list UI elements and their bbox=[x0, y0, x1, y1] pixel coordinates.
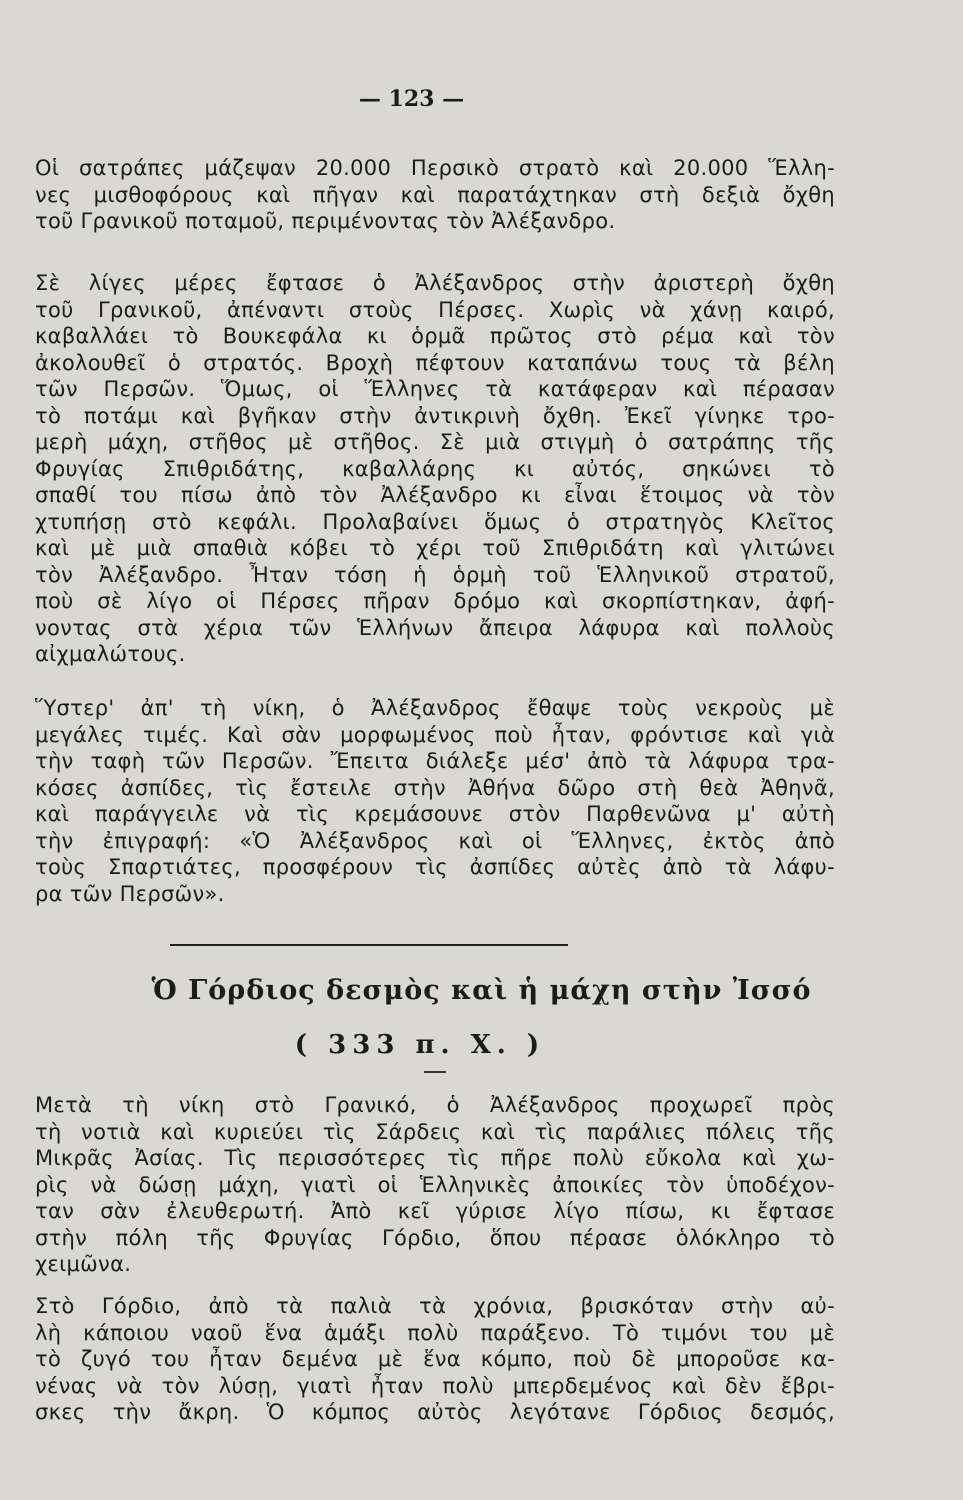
text-line: τῶν Περσῶν. Ὅμως, οἱ Ἕλληνες τὰ κατάφεραν καὶ πέρασαν bbox=[35, 377, 835, 401]
paragraph-gordian-knot bbox=[35, 1293, 835, 1426]
text-line: νένας νὰ τὸν λύσῃ, γιατὶ ἦταν πολὺ μπερδεμένος καὶ δὲν ἔβρι- bbox=[35, 1373, 835, 1398]
text-line: καβαλλάει τὸ Βουκεφάλα κι ὁρμᾶ πρῶτος στὸ ρέμα καὶ τὸν bbox=[35, 324, 835, 348]
text-line: ἀκολουθεῖ ὁ στρατός. Βροχὴ πέφτουν καταπάνω τους τὰ βέλη bbox=[35, 350, 835, 375]
text-line: σκες τὴν ἄκρη. Ὁ κόμπος αὐτὸς λεγότανε Γόρδιος δεσμός, bbox=[35, 1400, 835, 1424]
text-line: καὶ παράγγειλε νὰ τὶς κρεμάσουνε στὸν Παρθενῶνα μ' αὐτὴ bbox=[35, 802, 835, 826]
text-line: Μετὰ τὴ νίκη στὸ Γρανικό, ὁ Ἀλέξανδρος προχωρεῖ πρὸς bbox=[35, 1093, 835, 1117]
section-divider bbox=[170, 944, 568, 946]
text-line: τὴ νοτιὰ καὶ κυριεύει τὶς Σάρδεις καὶ τὶς παράλιες πόλεις τῆς bbox=[35, 1119, 835, 1144]
paragraph-after-granicus bbox=[35, 1092, 835, 1278]
text-line: χειμῶνα. bbox=[35, 1252, 132, 1276]
text-line: σπαθί του πίσω ἀπὸ τὸν Ἀλέξανδρο κι εἶναι ἕτοιμος νὰ τὸν bbox=[35, 483, 835, 507]
section-date: ( 333 π. Χ. ) bbox=[294, 1030, 546, 1060]
text-line: καὶ μὲ μιὰ σπαθιὰ κόβει τὸ χέρι τοῦ Σπιθριδάτη καὶ γλιτώνει bbox=[35, 536, 835, 560]
text-line: νες μισθοφόρους καὶ πῆγαν καὶ παρατάχτηκαν στὴ δεξιὰ ὄχθη bbox=[35, 182, 835, 207]
text-line: Στὸ Γόρδιο, ἀπὸ τὰ παλιὰ τὰ χρόνια, βρισκόταν στὴν αὐ- bbox=[35, 1294, 835, 1318]
text-line: ταν σὰν ἐλευθερωτή. Ἀπὸ κεῖ γύρισε λίγο πίσω, κι ἔφτασε bbox=[35, 1199, 835, 1223]
text-line: τὸν Ἀλέξανδρο. Ἦταν τόση ἡ ὁρμὴ τοῦ Ἑλληνικοῦ στρατοῦ, bbox=[35, 562, 835, 587]
heading-divider bbox=[424, 1071, 446, 1073]
page-number: — 123 — bbox=[358, 86, 465, 112]
text-line: τὸ ποτάμι καὶ βγῆκαν στὴν ἀντικρινὴ ὄχθη. Ἐκεῖ γίνηκε τρο- bbox=[35, 403, 835, 428]
text-line: Σὲ λίγες μέρες ἔφτασε ὁ Ἀλέξανδρος στὴν ἀριστερὴ ὄχθη bbox=[35, 271, 835, 295]
text-line: νοντας στὰ χέρια τῶν Ἑλλήνων ἄπειρα λάφυρα καὶ πολλοὺς bbox=[35, 615, 835, 640]
text-line: ρα τῶν Περσῶν». bbox=[35, 881, 225, 906]
text-line: τὴν ἐπιγραφή: «Ὁ Ἀλέξανδρος καὶ οἱ Ἕλληνες, ἐκτὸς ἀπὸ bbox=[35, 828, 835, 853]
text-line: αἰχμαλώτους. bbox=[35, 642, 186, 666]
text-line: τοὺς Σπαρτιάτες, προσφέρουν τὶς ἀσπίδες αὐτὲς ἀπὸ τὰ λάφυ- bbox=[35, 855, 835, 879]
text-line: Φρυγίας Σπιθριδάτης, καβαλλάρης κι αὐτός, σηκώνει τὸ bbox=[35, 456, 835, 481]
text-line: κόσες ἀσπίδες, τὶς ἔστειλε στὴν Ἀθήνα δῶρο στὴ θεὰ Ἀθηνᾶ, bbox=[35, 775, 835, 800]
paragraph-aftermath bbox=[35, 695, 835, 907]
text-line: χτυπήσῃ στὸ κεφάλι. Προλαβαίνει ὅμως ὁ στρατηγὸς Κλεῖτος bbox=[35, 509, 835, 534]
text-line: τοῦ Γρανικοῦ ποταμοῦ, περιμένοντας τὸν Ἀλέξανδρο. bbox=[35, 209, 616, 233]
text-line: Μικρᾶς Ἀσίας. Τὶς περισσότερες τὶς πῆρε πολὺ εὔκολα καὶ χω- bbox=[35, 1146, 835, 1170]
text-line: Ὕστερ' ἀπ' τὴ νίκη, ὁ Ἀλέξανδρος ἔθαψε τοὺς νεκροὺς μὲ bbox=[35, 696, 835, 720]
text-line: λὴ κάποιου ναοῦ ἕνα ἁμάξι πολὺ παράξενο. Τὸ τιμόνι του μὲ bbox=[35, 1320, 835, 1345]
section-heading: Ὁ Γόρδιος δεσμὸς καὶ ἡ μάχη στὴν Ἰσσό bbox=[151, 975, 812, 1006]
paragraph-satraps bbox=[35, 155, 835, 235]
text-line: μεγάλες τιμές. Καὶ σὰν μορφωμένος ποὺ ἦταν, φρόντισε καὶ γιὰ bbox=[35, 722, 835, 747]
text-line: Οἱ σατράπες μάζεψαν 20.000 Περσικὸ στρατὸ καὶ 20.000 Ἕλλη- bbox=[35, 156, 835, 180]
text-line: ποὺ σὲ λίγο οἱ Πέρσες πῆραν δρόμο καὶ σκορπίστηκαν, ἀφή- bbox=[35, 589, 835, 613]
text-line: ρὶς νὰ δώσῃ μάχη, γιατὶ οἱ Ἑλληνικὲς ἀποικίες τὸν ὑποδέχον- bbox=[35, 1172, 835, 1197]
text-line: μερὴ μάχη, στῆθος μὲ στῆθος. Σὲ μιὰ στιγμὴ ὁ σατράπης τῆς bbox=[35, 430, 835, 454]
text-line: τὸ ζυγό του ἦταν δεμένα μὲ ἕνα κόμπο, ποὺ δὲ μποροῦσε κα- bbox=[35, 1347, 835, 1371]
text-line: τὴν ταφὴ τῶν Περσῶν. Ἔπειτα διάλεξε μέσ' ἀπὸ τὰ λάφυρα τρα- bbox=[35, 749, 835, 773]
text-line: τοῦ Γρανικοῦ, ἀπέναντι στοὺς Πέρσες. Χωρὶς νὰ χάνῃ καιρό, bbox=[35, 297, 835, 322]
paragraph-battle-granicus bbox=[35, 270, 835, 668]
text-line: στὴν πόλη τῆς Φρυγίας Γόρδιο, ὅπου πέρασε ὁλόκληρο τὸ bbox=[35, 1225, 835, 1250]
